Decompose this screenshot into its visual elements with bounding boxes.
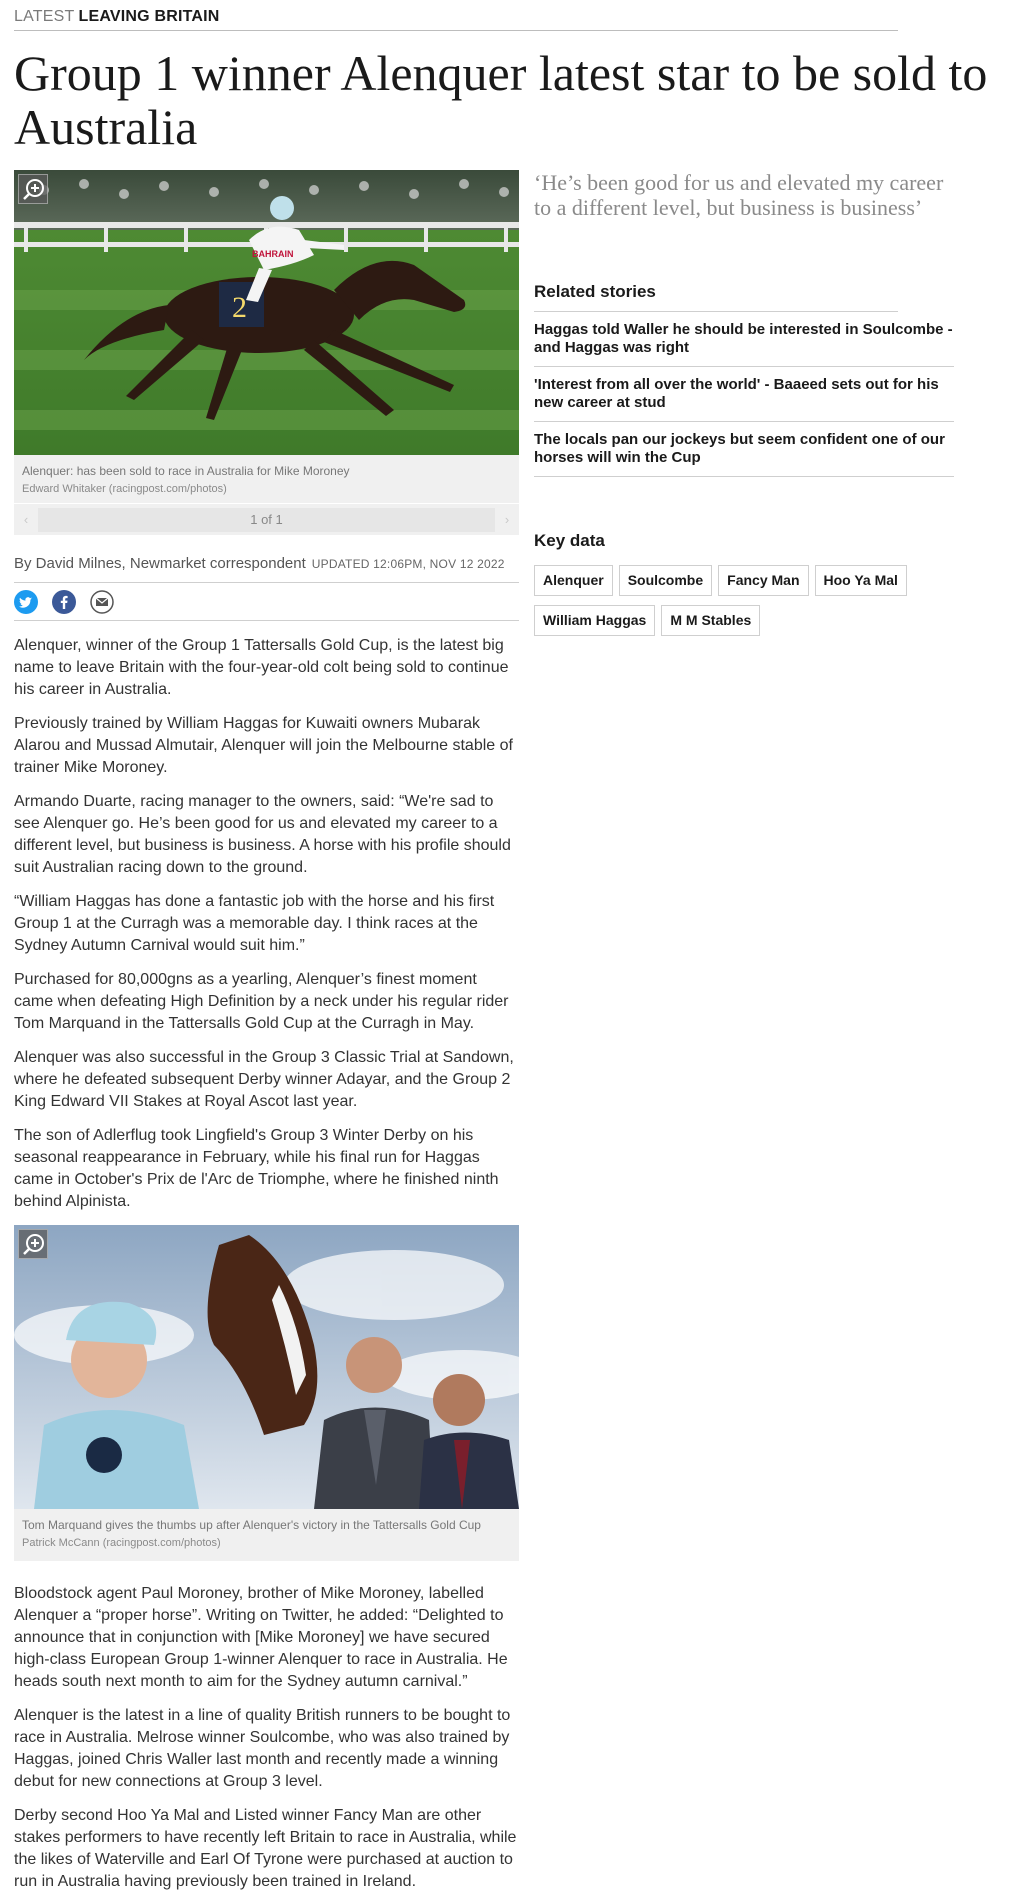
body-paragraph: Armando Duarte, racing manager to the owners, said: “We're sad to see Alenquer go. He’s been good for us and elevated my career to a different level, but business is business. A horse with his profile should suit Australian racing down to the ground. [14, 793, 511, 876]
body-paragraph: Derby second Hoo Ya Mal and Listed winner Fancy Man are other stakes performers to have recently left Britain to race in Australia, while the likes of Waterville and Earl Of Tyrone were purchased at auction to run in Australia having previously been trained in Ireland. [14, 1807, 517, 1890]
tag-mm-stables[interactable]: M M Stables [661, 605, 760, 636]
body-paragraph: “William Haggas has done a fantastic job with the horse and his first Group 1 at the Curragh was a memorable day. I think races at the Sydney Autumn Carnival would suit him.” [14, 893, 495, 954]
winner-celebration-photo[interactable] [14, 1225, 519, 1509]
body-paragraph: Purchased for 80,000gns as a yearling, Alenquer’s finest moment came when defeating High Definition by a neck under his regular rider Tom Marquand in the Tattersalls Gold Cup at the Curragh in May. [14, 971, 509, 1032]
email-icon[interactable] [90, 590, 114, 614]
article-sidebar [534, 170, 953, 636]
tag-hoo-ya-mal[interactable]: Hoo Ya Mal [815, 565, 907, 596]
caption-text: Tom Marquand gives the thumbs up after Alenquer's victory in the Tattersalls Gold Cup [22, 1518, 481, 1532]
facebook-icon[interactable] [52, 590, 76, 614]
tag-william-haggas[interactable]: William Haggas [534, 605, 655, 636]
next-arrow-icon[interactable]: › [504, 512, 510, 527]
photo-caption [14, 1509, 519, 1561]
body-paragraph: The son of Adlerflug took Lingfield's Group 3 Winter Derby on his seasonal reappearance in February, while his final run for Haggas came in October's Prix de l'Arc de Triomphe, where he finished ninth behind Alpinista. [14, 1127, 499, 1210]
body-paragraph: Alenquer is the latest in a line of quality British runners to be bought to race in Australia. Melrose winner Soulcombe, who was also trained by Haggas, joined Chris Waller last month and recently made a winning debut for new connections at Group 3 level. [14, 1707, 511, 1790]
updated-timestamp: UPDATED 12:06PM, NOV 12 2022 [311, 557, 505, 571]
headline-text: Group 1 winner Alenquer latest star to be sold to Australia [14, 45, 988, 155]
photo-credit: Edward Whitaker (racingpost.com/photos) [22, 483, 227, 495]
related-story-link[interactable]: Haggas told Waller he should be interested in Soulcombe - and Haggas was right [534, 312, 954, 367]
caption-text: Alenquer: has been sold to race in Australia for Mike Moroney [22, 464, 350, 478]
share-bar [14, 583, 519, 621]
zoom-in-icon[interactable] [18, 174, 48, 204]
body-paragraph: Alenquer was also successful in the Group 3 Classic Trial at Sandown, where he defeated subsequent Derby winner Adayar, and the Group 2 King Edward VII Stakes at Royal Ascot last year. [14, 1049, 514, 1110]
tag-soulcombe[interactable]: Soulcombe [619, 565, 712, 596]
byline [14, 555, 519, 583]
pull-quote: ‘He’s been good for us and elevated my career to a different level, but business is business’ [534, 170, 944, 220]
kicker-label: LATEST [14, 8, 75, 25]
tag-fancy-man[interactable]: Fancy Man [718, 565, 808, 596]
photo-caption [14, 455, 519, 503]
article-headline [14, 45, 988, 155]
zoom-in-icon[interactable] [18, 1229, 48, 1259]
section-kicker [14, 8, 898, 31]
article-body-continued [14, 1583, 519, 1893]
photo-credit: Patrick McCann (racingpost.com/photos) [22, 1537, 221, 1549]
body-paragraph: Alenquer, winner of the Group 1 Tattersalls Gold Cup, is the latest big name to leave Britain with the four-year-old colt being sold to continue his career in Australia. [14, 637, 509, 698]
twitter-icon[interactable] [14, 590, 38, 614]
kicker-section-link[interactable]: LEAVING BRITAIN [78, 8, 220, 25]
silks-sponsor-text: BAHRAIN [252, 249, 294, 259]
inline-photo [14, 1225, 519, 1561]
author-name[interactable]: By David Milnes, Newmarket correspondent [14, 555, 306, 572]
lead-photo [14, 170, 519, 535]
key-data-heading: Key data [534, 531, 605, 550]
gallery-pager [14, 503, 519, 535]
body-paragraph: Bloodstock agent Paul Moroney, brother of Mike Moroney, labelled Alenquer a “proper horse”. Writing on Twitter, he added: “Delighted to announce that in conjunction with [Mike Moroney] we have secured high-class European Group 1-winner Alenquer to race in Australia. He heads south next month to aim for the Sydney autumn carnival.” [14, 1585, 508, 1690]
previous-arrow-icon[interactable]: ‹ [23, 512, 29, 527]
related-story-link[interactable]: 'Interest from all over the world' - Baaeed sets out for his new career at stud [534, 367, 954, 422]
related-stories-heading: Related stories [534, 282, 898, 312]
body-paragraph: Previously trained by William Haggas for Kuwaiti owners Mubarak Alarou and Mussad Almutair, Alenquer will join the Melbourne stable of trainer Mike Moroney. [14, 715, 513, 776]
gallery-counter: 1 of 1 [38, 508, 495, 532]
tag-alenquer[interactable]: Alenquer [534, 565, 613, 596]
article-body [14, 635, 519, 1213]
racehorse-photo[interactable] [14, 170, 519, 455]
article-main-column [14, 170, 519, 1893]
key-data-tags [534, 565, 954, 636]
saddle-cloth-number: 2 [232, 291, 247, 324]
related-story-link[interactable]: The locals pan our jockeys but seem confident one of our horses will win the Cup [534, 422, 954, 477]
